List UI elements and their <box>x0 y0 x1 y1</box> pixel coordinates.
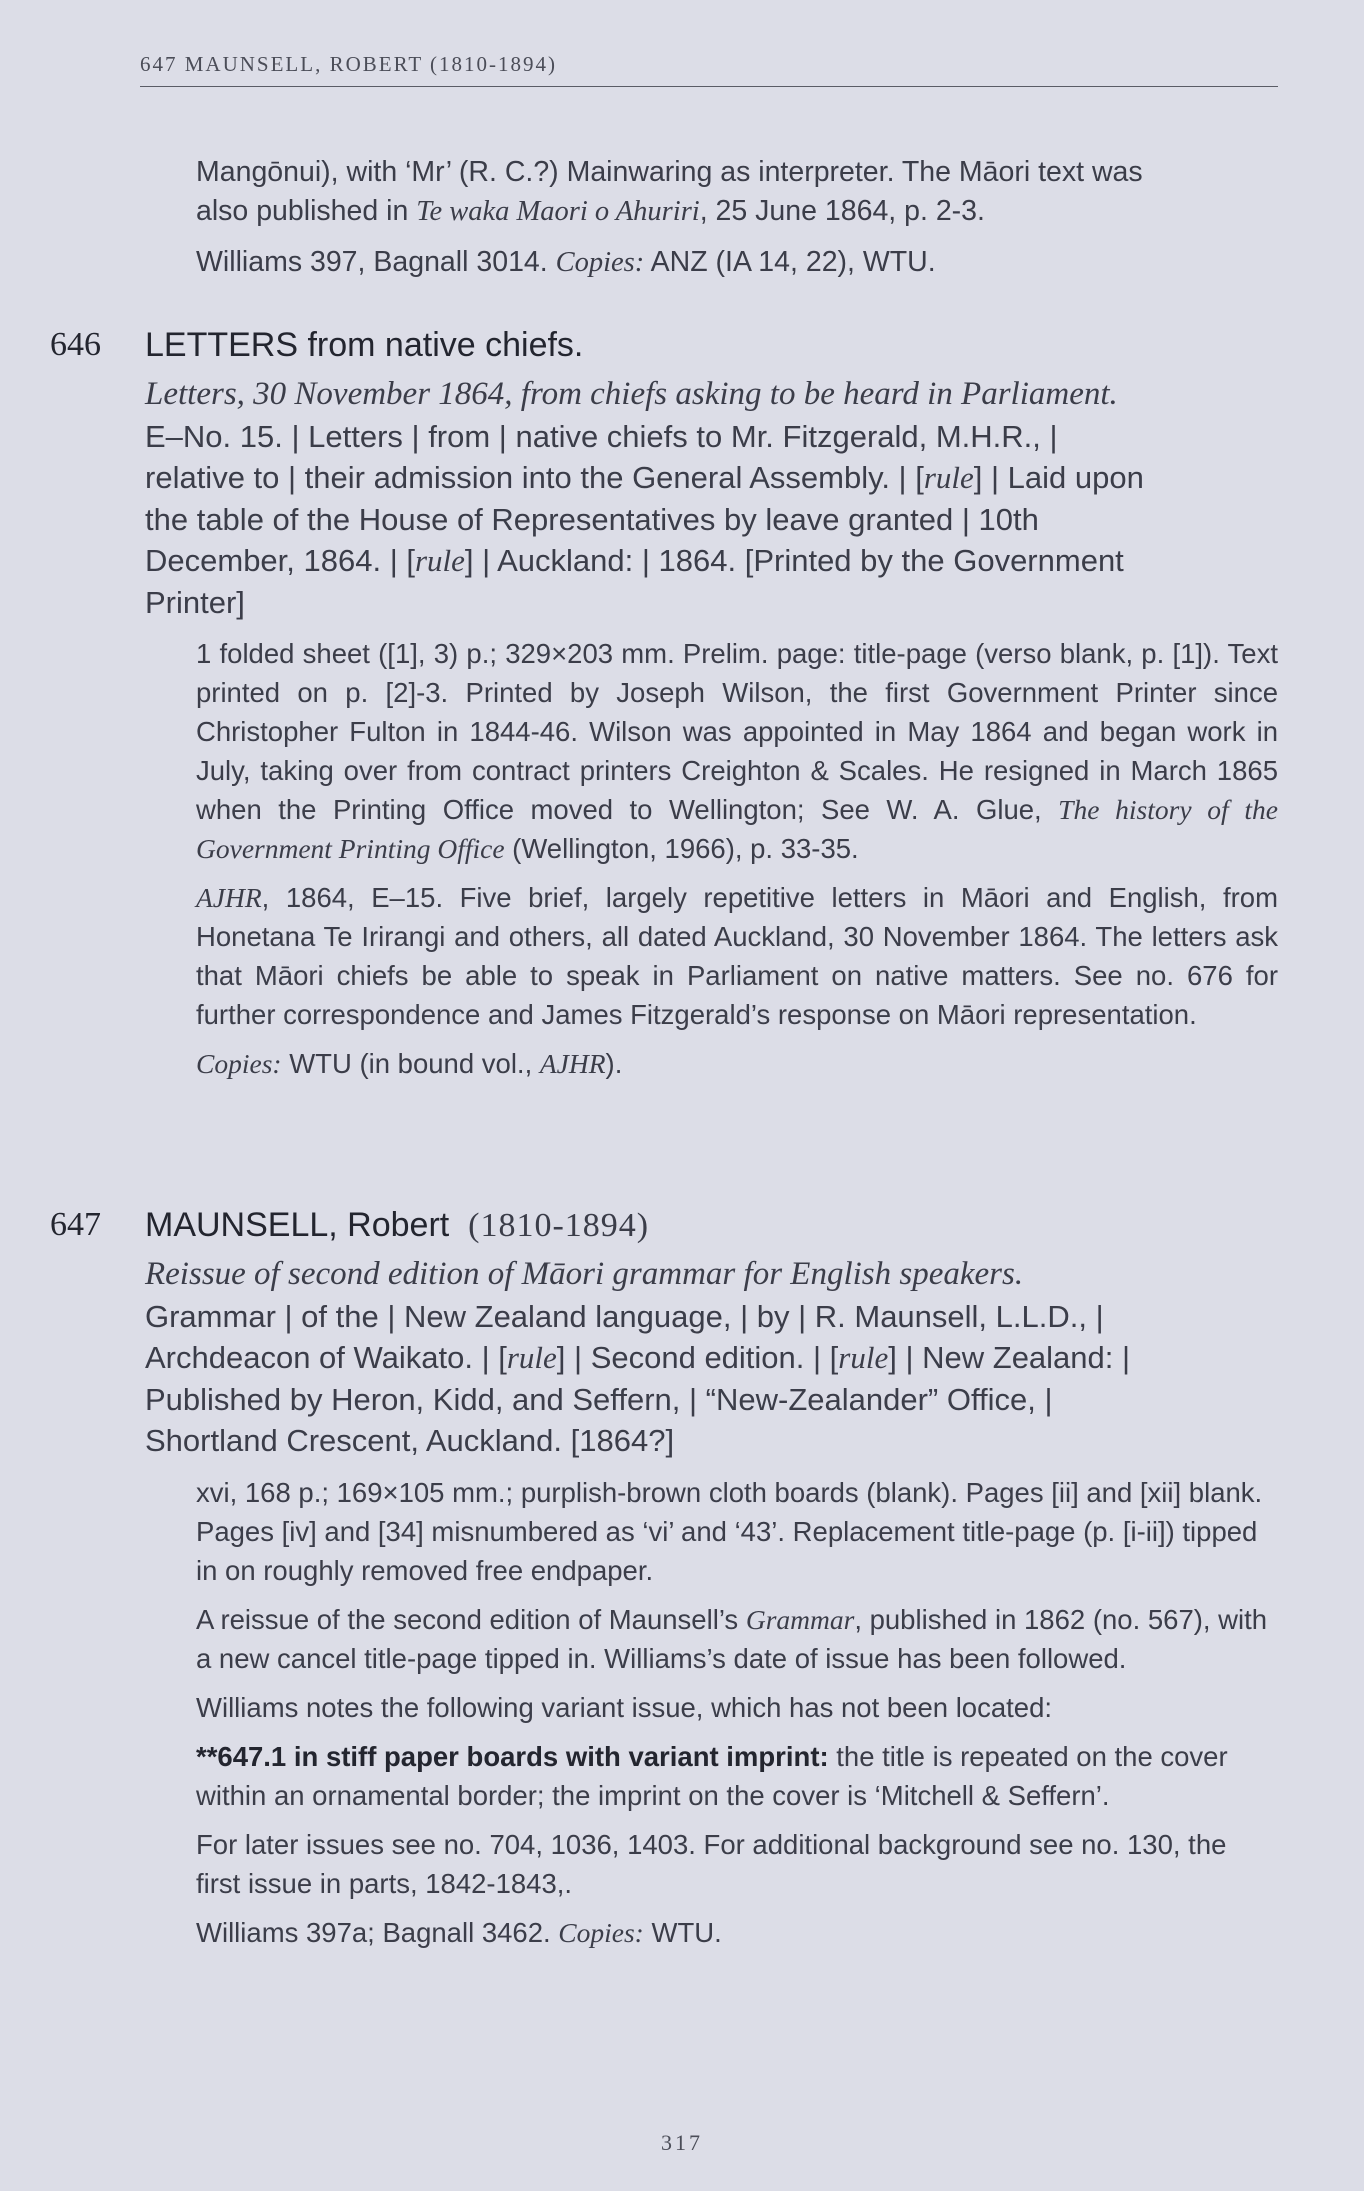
entry-subtitle: Letters, 30 November 1864, from chiefs asking to be heard in Parliament. <box>145 376 1118 412</box>
entry-647-notes <box>196 1473 1278 1952</box>
entry-title <box>145 1206 649 1245</box>
entry-title: LETTERS from native chiefs. <box>145 326 584 364</box>
physical-description: xvi, 168 p.; 169×105 mm.; purplish-brown cloth boards (blank). Pages [ii] and [xii] blank. Pages [iv] and [34] misnumbered as ‘vi’ and ‘43’. Replacement title-page (p. [i-ii]) tipped in on roughly removed free endpaper. <box>196 1477 1263 1586</box>
variant-issue: **647.1 in stiff paper boards with variant imprint: the title is repeated on the cover within an ornamental border; the imprint on the cover is ‘Mitchell & Seffern’. <box>196 1741 1228 1811</box>
page-number: 317 <box>661 2130 703 2155</box>
contents-note: AJHR, 1864, E–15. Five brief, largely repetitive letters in Māori and English, from Honetana Te Irirangi and others, all dated Auckland, 30 November 1864. The letters ask that Māori chiefs be able to speak in Parliament on native matters. See no. 676 for further correspondence and James Fitzgerald’s response on Māori representation. <box>196 882 1278 1030</box>
continuation-line-2: also published in <box>196 195 417 227</box>
rule-marker: rule <box>923 460 974 495</box>
entry-646-transcription <box>145 374 1275 623</box>
author-dates: (1810-1894) <box>468 1207 650 1244</box>
title-transcription-line-4: December, 1864. | [rule] | Auckland: | 1864. [Printed by the Government <box>145 543 1124 578</box>
copies-label: Copies: <box>196 1048 282 1079</box>
title-transcription-line-1: Grammar | of the | New Zealand language, | by | R. Maunsell, L.L.D., | <box>145 1298 1104 1334</box>
copies-label: Copies: <box>558 1917 644 1948</box>
title-transcription-line-3: Published by Heron, Kidd, and Seffern, | “New-Zealander” Office, | <box>145 1381 1053 1417</box>
header-rule <box>140 86 1278 87</box>
variant-intro: Williams notes the following variant issue, which has not been located: <box>196 1692 1053 1723</box>
entry-subtitle: Reissue of second edition of Māori grammar for English speakers. <box>145 1256 1024 1292</box>
issue-note: A reissue of the second edition of Maunsell’s Grammar, published in 1862 (no. 567), with a new cancel title-page tipped in. Williams’s date of issue has been followed. <box>196 1604 1268 1674</box>
copies-line: Copies: WTU (in bound vol., AJHR). <box>196 1048 623 1079</box>
entry-number: 647 <box>50 1206 101 1243</box>
copies-label: Copies: <box>555 247 645 278</box>
references: Williams 397a; Bagnall 3462. Copies: WTU. <box>196 1917 722 1948</box>
later-issues-note: For later issues see no. 704, 1036, 1403. For additional background see no. 130, the first issue in parts, 1842-1843,. <box>196 1829 1227 1899</box>
entry-number: 646 <box>50 326 101 363</box>
periodical-title: Te waka Maori o Ahuriri <box>416 196 700 227</box>
entry-647-transcription <box>145 1254 1275 1462</box>
rule-marker: rule <box>414 543 465 578</box>
entry-646-notes <box>196 634 1278 1083</box>
ajhr-citation: AJHR <box>196 882 262 913</box>
title-transcription-line-2: relative to | their admission into the General Assembly. | [rule] | Laid upon <box>145 460 1144 495</box>
continuation-text <box>196 153 1278 231</box>
title-transcription-line-5: Printer] <box>145 584 245 620</box>
title-transcription-line-3: the table of the House of Representatives by leave granted | 10th <box>145 501 1039 537</box>
running-head: 647 MAUNSELL, ROBERT (1810-1894) <box>140 52 558 76</box>
references <box>196 243 1278 282</box>
variant-label: **647.1 in stiff paper boards with variant imprint: <box>196 1741 829 1772</box>
rule-marker: rule <box>838 1340 889 1375</box>
title-transcription-line-4: Shortland Crescent, Auckland. [1864?] <box>145 1423 675 1458</box>
references-text: Williams 397, Bagnall 3014. <box>196 246 556 278</box>
cited-book-title: The history of the Government Printing Office <box>196 794 1278 864</box>
title-transcription-line-1: E–No. 15. | Letters | from | native chiefs to Mr. Fitzgerald, M.H.R., | <box>145 418 1058 454</box>
continuation-line-2-end: , 25 June 1864, p. 2-3. <box>699 195 985 227</box>
copies-text: ANZ (IA 14, 22), WTU. <box>644 246 936 278</box>
author-name: MAUNSELL, Robert <box>145 1206 450 1244</box>
cited-book-title: Grammar <box>745 1604 855 1635</box>
rule-marker: rule <box>506 1340 557 1375</box>
entry-645-continuation <box>196 153 1278 282</box>
continuation-line-1: Mangōnui), with ‘Mr’ (R. C.?) Mainwaring as interpreter. The Māori text was <box>196 156 1143 188</box>
title-transcription-line-2: Archdeacon of Waikato. | [rule] | Second edition. | [rule] | New Zealand: | <box>145 1340 1131 1375</box>
physical-description: 1 folded sheet ([1], 3) p.; 329×203 mm. Prelim. page: title-page (verso blank, p. [1]). Text printed on p. [2]-3. Printed by Joseph Wilson, the first Government Printer since Christopher Fulton in 1844-46. Wilson was appointed in May 1864 and began work in July, taking over from contract printers Creighton & Scales. He resigned in March 1865 when the Printing Office moved to Wellington; See W. A. Glue, The history of the Government Printing Office (Wellington, 1966), p. 33-35. <box>196 638 1278 864</box>
